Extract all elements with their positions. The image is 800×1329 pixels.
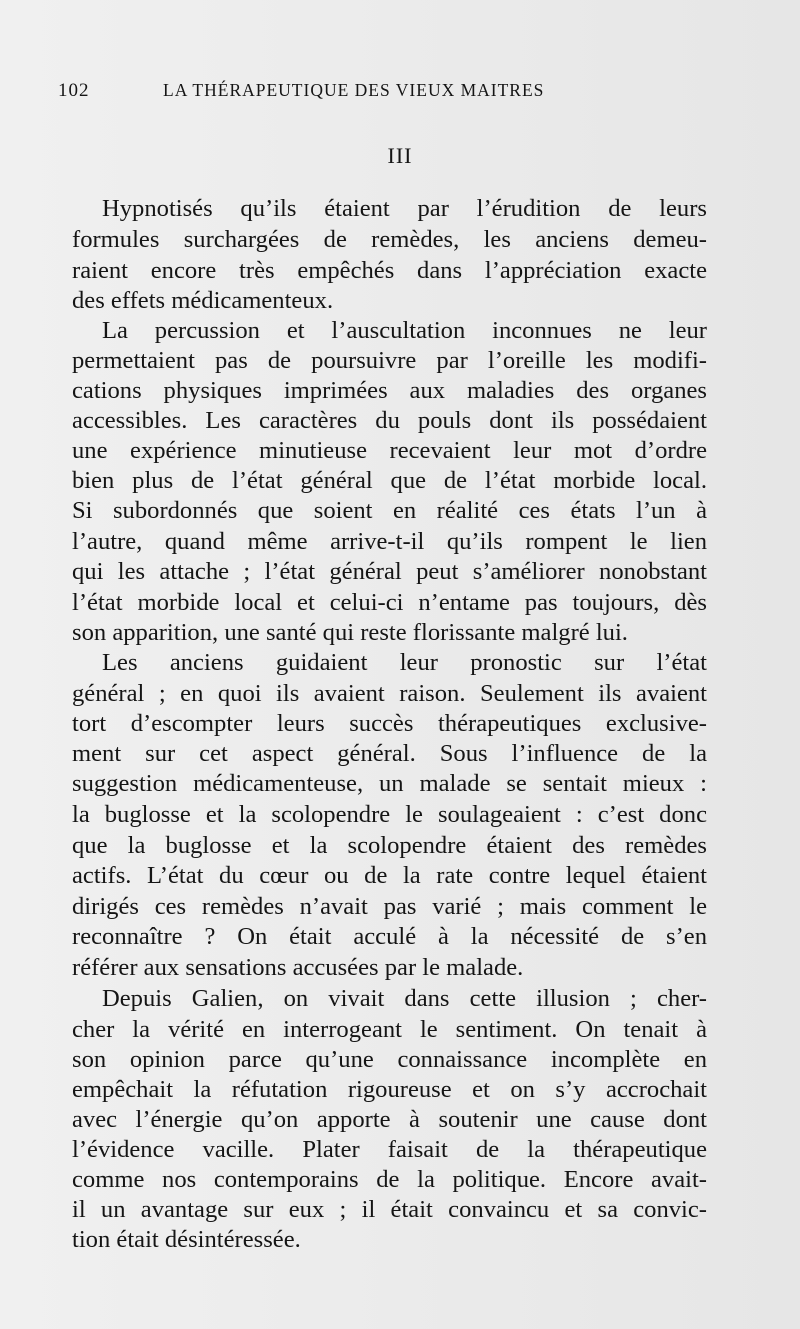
text-line: tion était désintéressée. xyxy=(72,1226,301,1253)
page-number: 102 xyxy=(58,80,90,101)
text-line: avec l’énergie qu’on apporte à soutenir une cause dont xyxy=(72,1106,707,1133)
text-line: La percussion et l’auscultation inconnues ne leur xyxy=(102,317,707,344)
text-line: comme nos contemporains de la politique. Encore avait- xyxy=(72,1166,707,1193)
text-line: empêchait la réfutation rigoureuse et on s’y accrochait xyxy=(72,1076,707,1103)
text-line: formules surchargées de remèdes, les anciens demeu- xyxy=(72,226,707,253)
text-line: Les anciens guidaient leur pronostic sur l’état xyxy=(102,649,707,676)
text-line: son apparition, une santé qui reste florissante malgré lui. xyxy=(72,619,628,646)
text-line: Depuis Galien, on vivait dans cette illusion ; cher- xyxy=(102,985,707,1012)
text-line: reconnaître ? On était acculé à la nécessité de s’en xyxy=(72,923,707,950)
text-line: actifs. L’état du cœur ou de la rate contre lequel étaient xyxy=(72,862,707,889)
text-line: Hypnotisés qu’ils étaient par l’érudition de leurs xyxy=(102,195,707,222)
text-line: que la buglosse et la scolopendre étaient des remèdes xyxy=(72,832,707,859)
text-line: l’autre, quand même arrive-t-il qu’ils rompent le lien xyxy=(72,528,707,555)
text-line: cher la vérité en interrogeant le sentiment. On tenait à xyxy=(72,1016,707,1043)
running-title: LA THÉRAPEUTIQUE DES VIEUX MAITRES xyxy=(163,80,545,100)
text-line: suggestion médicamenteuse, un malade se sentait mieux : xyxy=(72,770,707,797)
text-line: tort d’escompter leurs succès thérapeutiques exclusive- xyxy=(72,710,707,737)
text-line: cations physiques imprimées aux maladies des organes xyxy=(72,377,707,404)
text-line: l’évidence vacille. Plater faisait de la thérapeutique xyxy=(72,1136,707,1163)
text-line: permettaient pas de poursuivre par l’oreille les modifi- xyxy=(72,347,707,374)
text-line: il un avantage sur eux ; il était convaincu et sa convic- xyxy=(72,1196,707,1223)
text-line: accessibles. Les caractères du pouls dont ils possédaient xyxy=(72,407,707,434)
text-line: général ; en quoi ils avaient raison. Seulement ils avaient xyxy=(72,680,707,707)
text-line: l’état morbide local et celui-ci n’entame pas toujours, dès xyxy=(72,589,707,616)
text-line: raient encore très empêchés dans l’appréciation exacte xyxy=(72,257,707,284)
text-line: la buglosse et la scolopendre le soulageaient : c’est donc xyxy=(72,801,707,828)
text-line: dirigés ces remèdes n’avait pas varié ; mais comment le xyxy=(72,893,707,920)
text-line: qui les attache ; l’état général peut s’améliorer nonobstant xyxy=(72,558,707,585)
section-number: III xyxy=(387,143,413,168)
text-line: des effets médicamenteux. xyxy=(72,287,334,314)
text-line: référer aux sensations accusées par le malade. xyxy=(72,954,524,981)
text-line: Si subordonnés que soient en réalité ces états l’un à xyxy=(72,497,707,524)
text-line: son opinion parce qu’une connaissance incomplète en xyxy=(72,1046,707,1073)
text-line: une expérience minutieuse recevaient leur mot d’ordre xyxy=(72,437,707,464)
text-line: bien plus de l’état général que de l’état morbide local. xyxy=(72,467,707,494)
text-line: ment sur cet aspect général. Sous l’influence de la xyxy=(72,740,707,767)
page-header xyxy=(58,80,738,110)
